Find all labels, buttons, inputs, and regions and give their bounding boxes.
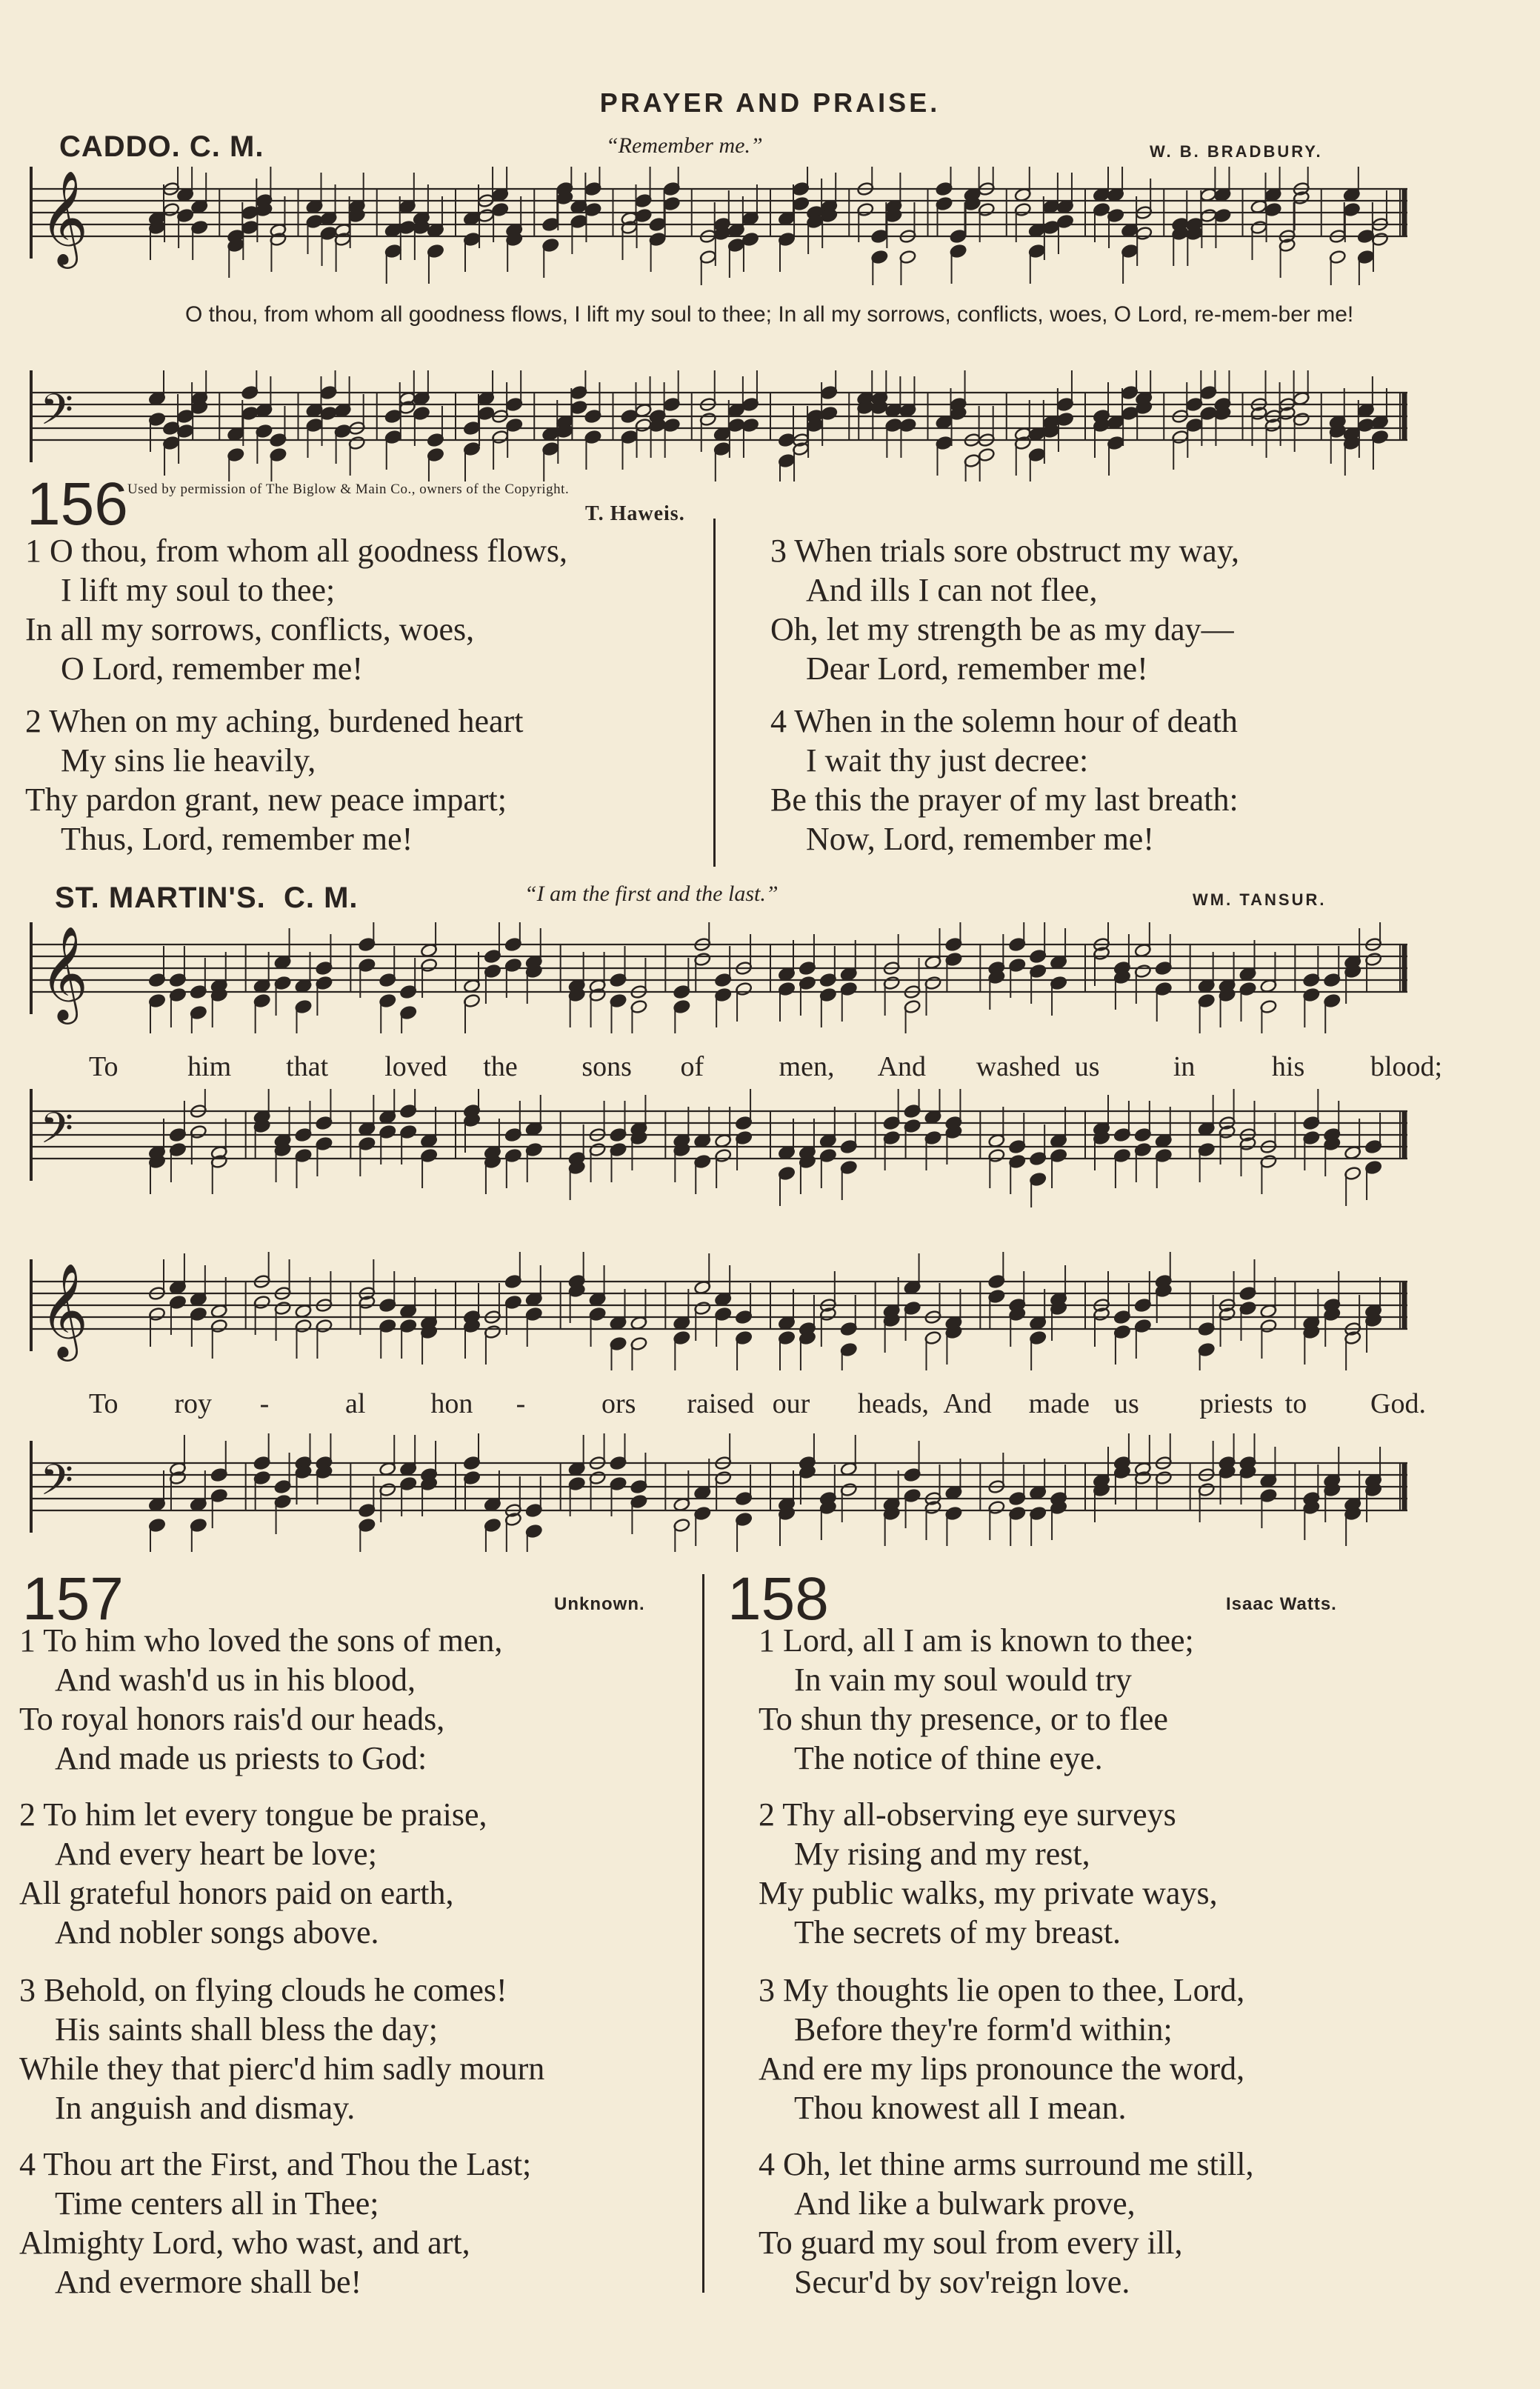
stanza-line: 1 To him who loved the sons of men, [19, 1622, 503, 1659]
treble-clef-icon: 𝄞 [40, 1262, 89, 1357]
hymn-number-157: 157 [22, 1565, 124, 1633]
stanza-line: Thus, Lord, remember me! [61, 821, 413, 857]
stanza-line: 3 My thoughts lie open to thee, Lord, [759, 1972, 1245, 2008]
hymn-157-author: Unknown. [554, 1594, 645, 1614]
hymn-156-author: T. Haweis. [585, 502, 685, 525]
lyric-syllable: him [187, 1051, 232, 1082]
stanza-line: 2 Thy all-observing eye surveys [759, 1796, 1176, 1833]
lyric-syllable: - [259, 1388, 270, 1419]
stanza-line: I wait thy just decree: [806, 742, 1089, 779]
stanza-line: Now, Lord, remember me! [806, 821, 1154, 857]
tune2-lyric-line-2 [0, 1387, 1540, 1425]
stanza-line: And ills I can not flee, [806, 572, 1098, 608]
bass-clef-icon: 𝄢 [40, 1103, 74, 1164]
lyric-syllable: hon [430, 1388, 473, 1419]
bass-clef-icon: 𝄢 [40, 384, 74, 445]
stanza-line: Time centers all in Thee; [55, 2185, 379, 2222]
stanza-line: Thy pardon grant, new peace impart; [25, 782, 507, 818]
stanza-line: 4 Thou art the First, and Thou the Last; [19, 2146, 532, 2182]
lyric-syllable: And [943, 1388, 992, 1419]
hymn-number-158: 158 [727, 1565, 829, 1633]
column-divider [713, 519, 716, 867]
hymn-156-stanza-1 [25, 531, 567, 688]
stanza-line: While they that pierc'd him sadly mourn [19, 2050, 545, 2087]
tune1-treble-staff [30, 167, 1415, 285]
stanza-line: 4 When in the solemn hour of death [770, 703, 1238, 739]
lyric-syllable: to [1284, 1388, 1307, 1419]
stanza-line: 1 O thou, from whom all goodness flows, [25, 533, 568, 569]
stanza-line: Be this the prayer of my last breath: [770, 782, 1239, 818]
hymn-158-author: Isaac Watts. [1226, 1594, 1337, 1614]
lyric-syllable: that [286, 1051, 329, 1082]
tune2-title: ST. MARTIN'S. [55, 882, 266, 914]
tune1-meter: C. M. [189, 130, 264, 163]
stanza-line: Thou knowest all I mean. [794, 2090, 1127, 2126]
stanza-line: My rising and my rest, [794, 1836, 1090, 1872]
lyric-syllable: the [483, 1051, 518, 1082]
lyric-syllable: made [1028, 1388, 1090, 1419]
stanza-line: And nobler songs above. [55, 1914, 379, 1950]
tune1-motto: “Remember me.” [606, 133, 763, 158]
tune2-composer: WM. TANSUR. [1193, 890, 1327, 909]
stanza-line: 4 Oh, let thine arms surround me still, [759, 2146, 1254, 2182]
stanza-line: I lift my soul to thee; [61, 572, 336, 608]
lyric-syllable: sons [581, 1051, 632, 1082]
lyric-syllable: raised [687, 1388, 755, 1419]
lyric-syllable: in [1173, 1051, 1196, 1082]
stanza-line: And ere my lips pronounce the word, [759, 2050, 1245, 2087]
lyric-syllable: us [1114, 1388, 1139, 1419]
tune2-name [55, 882, 359, 915]
hymn-158-stanza-1 [759, 1621, 1194, 1778]
stanza-line: And like a bulwark prove, [794, 2185, 1136, 2222]
stanza-line: And made us priests to God: [55, 1740, 427, 1776]
hymn-158-stanza-2 [759, 1795, 1218, 1952]
lyric-syllable: loved [384, 1051, 447, 1082]
tune2-bass-staff-1 [30, 1089, 1415, 1207]
treble-clef-icon: 𝄞 [40, 925, 89, 1020]
lyric-syllable: washed [976, 1051, 1061, 1082]
stanza-line: Secur'd by sov'reign love. [794, 2264, 1130, 2300]
tune2-meter: C. M. [283, 882, 359, 914]
stanza-line: Before they're form'd within; [794, 2011, 1173, 2048]
tune1-title: CADDO. [59, 130, 181, 163]
lyric-syllable: God. [1370, 1388, 1426, 1419]
stanza-line: And every heart be love; [55, 1836, 377, 1872]
lyric-syllable: our [772, 1388, 810, 1419]
tune1-name [59, 130, 264, 164]
tune1-copyright: Used by permission of The Biglow & Main Co., owners of the Copyright. [127, 482, 570, 497]
tune2-lyric-line-1 [0, 1050, 1540, 1087]
tune2-treble-staff-1 [30, 922, 1415, 1033]
stanza-line: O Lord, remember me! [61, 650, 364, 687]
stanza-line: My sins lie heavily, [61, 742, 316, 779]
tune2-motto: “I am the first and the last.” [524, 882, 779, 906]
stanza-line: 3 Behold, on flying clouds he comes! [19, 1972, 507, 2008]
hymn-157-stanza-4 [19, 2145, 531, 2302]
stanza-line: Almighty Lord, who wast, and art, [19, 2225, 470, 2261]
lyric-syllable: And [877, 1051, 927, 1082]
hymn-158-stanza-4 [759, 2145, 1253, 2302]
stanza-line: To guard my soul from every ill, [759, 2225, 1183, 2261]
lyric-syllable: roy [174, 1388, 212, 1419]
stanza-line: And wash'd us in his blood, [55, 1662, 416, 1698]
lyric-syllable: - [516, 1388, 526, 1419]
bass-clef-icon: 𝄢 [40, 1455, 74, 1516]
stanza-line: 3 When trials sore obstruct my way, [770, 533, 1239, 569]
lyric-syllable: men, [779, 1051, 835, 1082]
hymn-156-stanza-4 [770, 702, 1239, 859]
lyric-syllable: priests [1199, 1388, 1273, 1419]
treble-clef-icon: 𝄞 [40, 170, 89, 264]
lyric-syllable: heads, [858, 1388, 930, 1419]
stanza-line: Dear Lord, remember me! [806, 650, 1148, 687]
lyric-syllable: To [89, 1051, 119, 1082]
hymn-158-stanza-3 [759, 1970, 1244, 2128]
stanza-line: To royal honors rais'd our heads, [19, 1701, 445, 1737]
running-head: PRAYER AND PRAISE. [599, 87, 941, 118]
stanza-line: In vain my soul would try [794, 1662, 1132, 1698]
lyric-syllable: blood; [1370, 1051, 1443, 1082]
stanza-line: The secrets of my breast. [794, 1914, 1121, 1950]
hymn-157-stanza-3 [19, 1970, 544, 2128]
stanza-line: His saints shall bless the day; [55, 2011, 438, 2048]
stanza-line: All grateful honors paid on earth, [19, 1875, 454, 1911]
hymn-156-stanza-3 [770, 531, 1239, 688]
stanza-line: And evermore shall be! [55, 2264, 362, 2300]
stanza-line: The notice of thine eye. [794, 1740, 1103, 1776]
tune1-bass-staff [30, 370, 1415, 482]
tune2-treble-staff-2 [30, 1252, 1415, 1370]
stanza-line: Oh, let my strength be as my day— [770, 611, 1234, 647]
tune1-composer: W. B. BRADBURY. [1150, 142, 1323, 161]
stanza-line: In anguish and dismay. [55, 2090, 356, 2126]
tune2-bass-staff-2 [30, 1433, 1415, 1552]
lyric-syllable: his [1271, 1051, 1305, 1082]
hymn-157-stanza-1 [19, 1621, 502, 1778]
column-divider [702, 1574, 704, 2293]
hymn-157-stanza-2 [19, 1795, 487, 1952]
lyric-syllable: al [345, 1388, 366, 1419]
lyric-syllable: To [89, 1388, 119, 1419]
stanza-line: In all my sorrows, conflicts, woes, [25, 611, 475, 647]
tune1-lyric: O thou, from whom all goodness flows, I lift my soul to thee; In all my sorrows, conflicts, woes, O Lord, re-mem-ber me! [185, 302, 1354, 327]
hymn-number-156: 156 [27, 470, 128, 538]
lyric-syllable: us [1074, 1051, 1100, 1082]
stanza-line: To shun thy presence, or to flee [759, 1701, 1168, 1737]
lyric-syllable: ors [601, 1388, 636, 1419]
stanza-line: 1 Lord, all I am is known to thee; [759, 1622, 1194, 1659]
stanza-line: 2 When on my aching, burdened heart [25, 703, 524, 739]
stanza-line: My public walks, my private ways, [759, 1875, 1218, 1911]
stanza-line: 2 To him let every tongue be praise, [19, 1796, 487, 1833]
lyric-syllable: of [680, 1051, 704, 1082]
hymn-156-stanza-2 [25, 702, 523, 859]
